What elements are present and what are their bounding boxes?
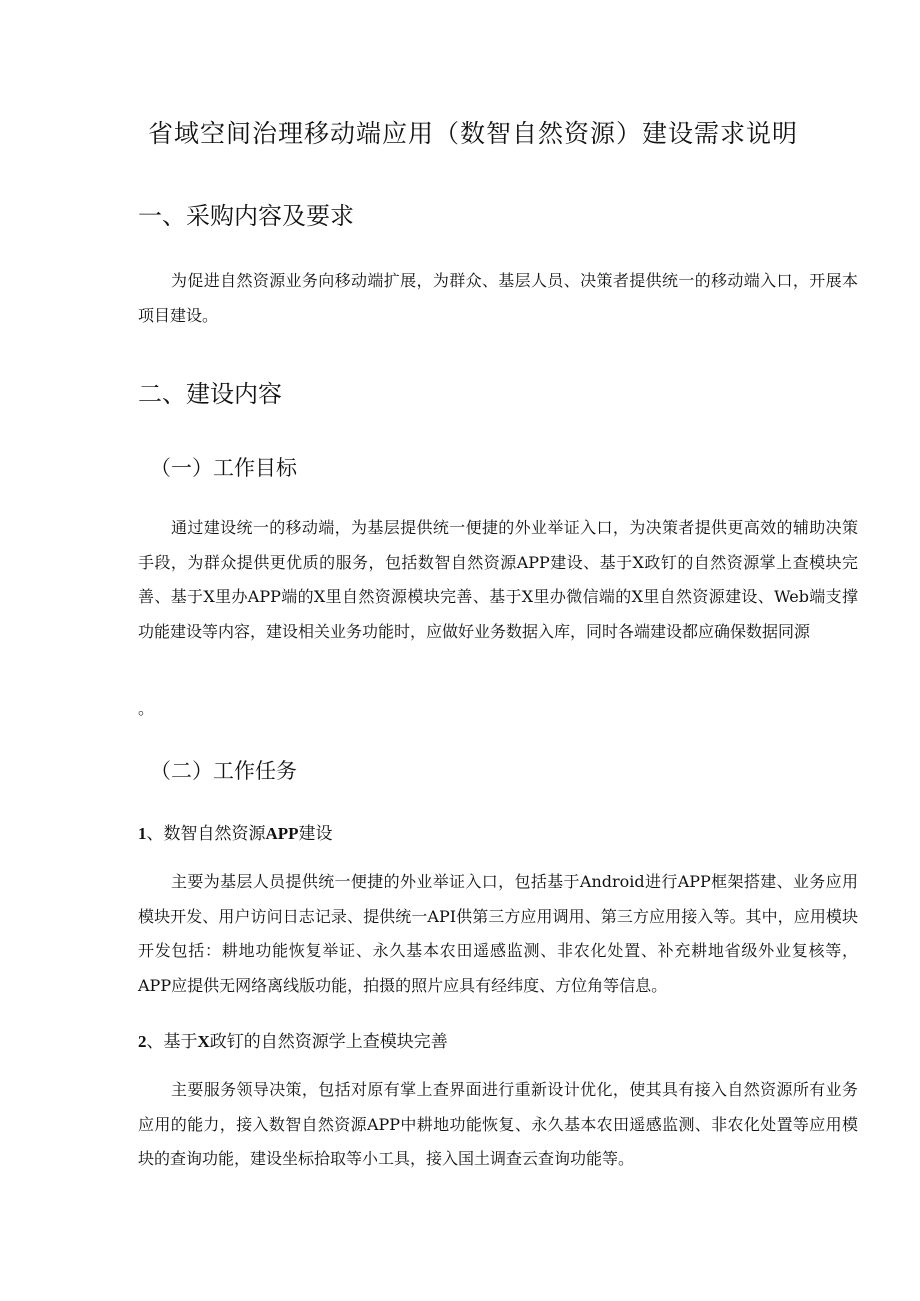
task-title-part: 建设: [298, 824, 333, 844]
section-paragraph-procurement: 为促进自然资源业务向移动端扩展，为群众、基层人员、决策者提供统一的移动端入口，开展本项目建设。: [138, 271, 858, 325]
task-paragraph-app: 主要为基层人员提供统一便捷的外业举证入口，包括基于Android进行APP框架搭建、业务应用模块开发、用户访问日志记录、提供统一API供第三方应用调用、第三方应用接入等。其中，应用模块开发包括：耕地功能恢复举证、永久基本农田遥感监测、非农化处置、补充耕地省级外业复核等，APP应提供无网络离线版功能，拍摄的照片应具有经纬度、方位角等信息。: [138, 872, 858, 995]
task-title-bold: APP: [265, 824, 299, 843]
task-title-bold: X: [197, 1032, 210, 1051]
task-heading-app: [138, 819, 333, 844]
task-heading-zhengding: [138, 1027, 448, 1052]
subsection-paragraph-goals: 通过建设统一的移动端，为基层提供统一便捷的外业举证入口，为决策者提供更高效的辅助决策手段，为群众提供更优质的服务，包括数智自然资源APP建设、基于X政钉的自然资源掌上查模块完善、基于X里办APP端的X里自然资源模块完善、基于X里办微信端的X里自然资源建设、Web端支撑功能建设等内容，建设相关业务功能时，应做好业务数据入库，同时各端建设都应确保数据同源: [138, 518, 858, 641]
task-title-part: 政钉的自然资源学上查模块完善: [209, 1032, 448, 1052]
task-title-part: 、基于: [146, 1032, 198, 1052]
section-heading-construction: 二、建设内容: [138, 380, 282, 408]
task-number: 2: [138, 1032, 147, 1051]
section-heading-procurement: 一、采购内容及要求: [138, 202, 354, 230]
task-paragraph-zhengding: 主要服务领导决策，包括对原有掌上查界面进行重新设计优化，使其具有接入自然资源所有业务应用的能力，接入数智自然资源APP中耕地功能恢复、永久基本农田遥感监测、非农化处置等应用模块的查询功能，建设坐标拾取等小工具，接入国土调查云查询功能等。: [138, 1080, 858, 1168]
subsection-heading-tasks: （二）工作任务: [150, 759, 297, 783]
document-title: 省域空间治理移动端应用（数智自然资源）建设需求说明: [148, 119, 799, 148]
task-number: 1: [138, 824, 147, 843]
subsection-heading-goals: （一）工作目标: [150, 456, 297, 480]
paragraph-trailing-period: 。: [138, 699, 155, 718]
task-title-part: 、数智自然资源: [146, 824, 266, 844]
